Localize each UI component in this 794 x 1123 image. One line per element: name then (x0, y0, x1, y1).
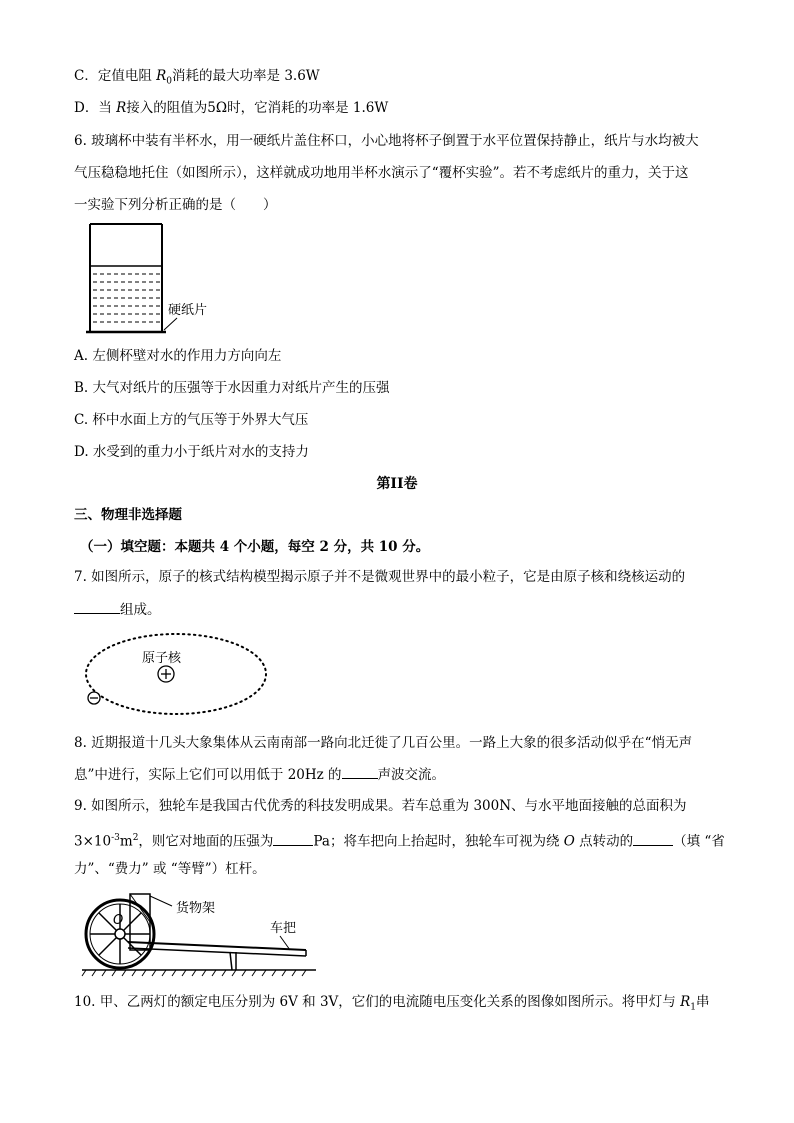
q9-figure-label-handle: 车把 (270, 921, 297, 936)
q8-stem-line1: 8. 近期报道十几头大象集体从云南南部一路向北迁徙了几百公里。一路上大象的很多活动似乎在“悄无声 (74, 735, 693, 751)
q9-stem-line3: 力”、“费力” 或 “等臂”）杠杆。 (74, 861, 266, 877)
q6-option-d: D. 水受到的重力小于纸片对水的支持力 (74, 444, 309, 460)
q9-figure-label-rack: 货物架 (176, 901, 216, 916)
q8-stem-line2: 息”中进行，实际上它们可以用低于 20Hz 的 声波交流。 (74, 764, 445, 785)
q6-option-c: C. 杯中水面上方的气压等于外界大气压 (74, 412, 309, 428)
q6-option-b: B. 大气对纸片的压强等于水因重力对纸片产生的压强 (74, 380, 390, 396)
q5-option-c: C．定值电阻 $R_0$消耗的最大功率是 3.6W (74, 68, 320, 87)
q7-stem-line1: 7. 如图所示，原子的核式结构模型揭示原子并不是微观世界中的最小粒子，它是由原子核和绕核运动的 (74, 569, 686, 585)
q7-atom-model-figure (76, 630, 276, 720)
q5-option-d: D．当 R接入的阻值为5Ω时，它消耗的功率是 1.6W (74, 100, 389, 116)
q6-inverted-cup-figure (82, 218, 242, 338)
section-title: 三、物理非选择题 (74, 507, 182, 523)
q7-figure-label: 原子核 (142, 651, 182, 666)
q9-wheelbarrow-figure (80, 886, 320, 978)
q9-stem-line1: 9. 如图所示，独轮车是我国古代优秀的科技发明成果。若车总重为 300N、与水平地面接触的总面积为 (74, 798, 687, 814)
q9-pivot-label: O (113, 913, 124, 928)
q6-stem-line1: 6. 玻璃杯中装有半杯水，用一硬纸片盖住杯口，小心地将杯子倒置于水平位置保持静止，纸片与水均被大 (74, 133, 699, 149)
q6-stem-line2: 气压稳稳地托住（如图所示），这样就成功地用半杯水演示了“覆杯实验”。若不考虑纸片的重力，关于这 (74, 165, 689, 181)
subsection-title: （一）填空题：本题共 4 个小题，每空 2 分，共 10 分。 (80, 539, 430, 555)
q10-stem-line1: 10. 甲、乙两灯的额定电压分别为 6V 和 3V，它们的电流随电压变化关系的图像如图所示。将甲灯与 $R_1$串 (74, 994, 710, 1013)
q7-stem-line2: 组成。 (74, 599, 161, 620)
volume-title: 第II卷 (376, 476, 418, 492)
q8-answer-blank[interactable] (342, 764, 378, 779)
q9-stem-line2: $3\times 10^{-3}m^2$，则它对地面的压强为 Pa；将车把向上抬起时，独轮车可视为绕 O 点转动的 （填 “省 (74, 828, 725, 852)
q6-option-a: A. 左侧杯壁对水的作用力方向向左 (74, 348, 282, 364)
q9-answer-blank-2[interactable] (633, 831, 673, 846)
q6-figure-label: 硬纸片 (168, 303, 208, 318)
q6-stem-line3: 一实验下列分析正确的是（ ） (74, 197, 277, 213)
q9-answer-blank-1[interactable] (273, 831, 313, 846)
q7-answer-blank[interactable] (74, 599, 120, 614)
